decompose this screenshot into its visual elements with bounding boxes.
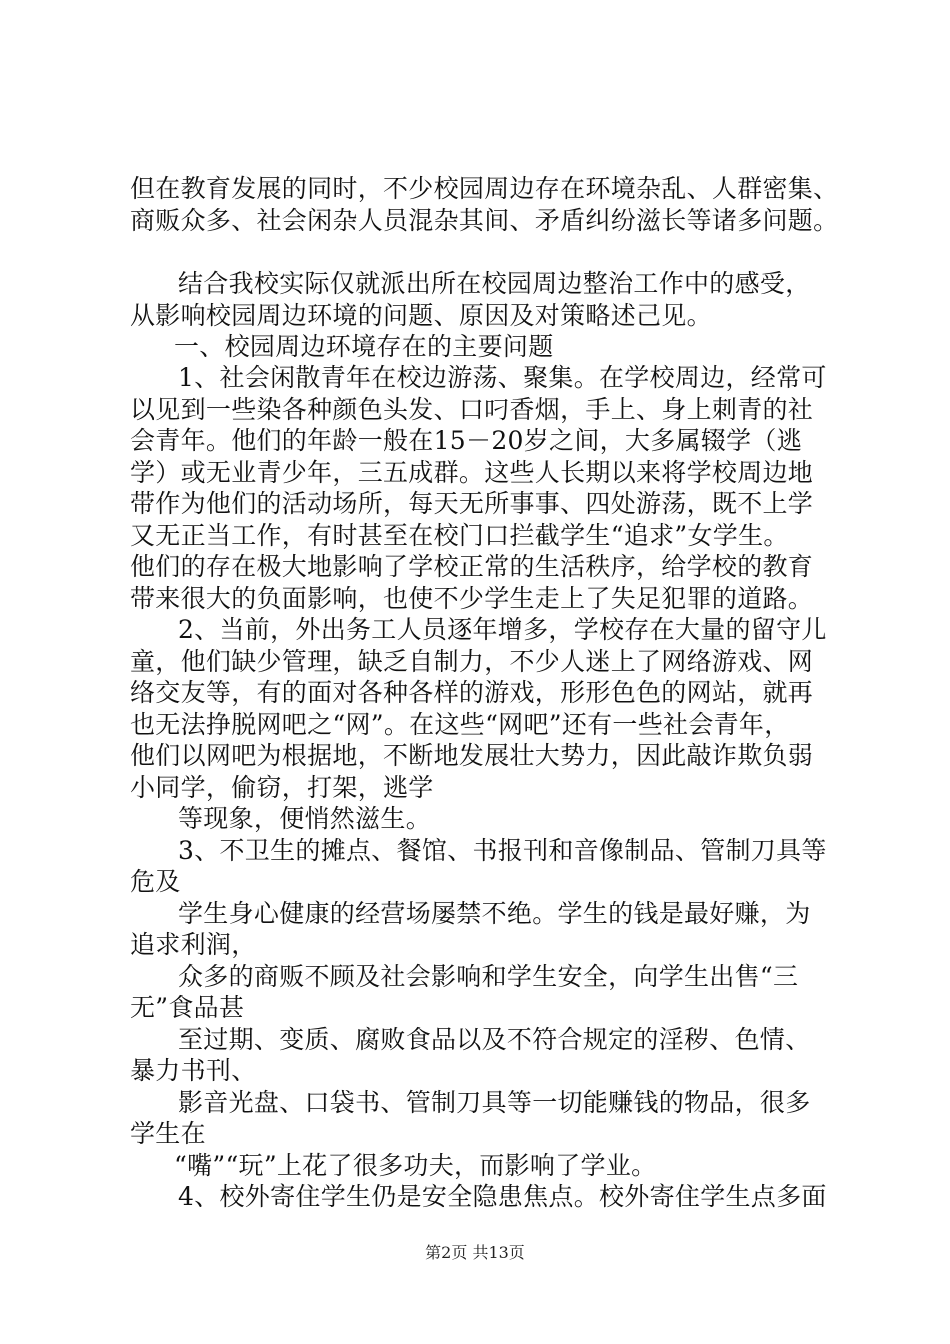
paragraph-start: 3、不卫生的摊点、餐馆、书报刊和音像制品、管制刀具等 (178, 836, 827, 865)
text-line: 暴力书刊、 (130, 1056, 257, 1085)
text-line: 从影响校园周边环境的问题、原因及对策略述己见。 (130, 301, 712, 330)
text-line: “嘴”“玩”上花了很多功夫，而影响了学业。 (174, 1151, 657, 1180)
text-line: 带来很大的负面影响，也使不少学生走上了失足犯罪的道路。 (130, 584, 814, 613)
text-line: 商贩众多、社会闲杂人员混杂其间、矛盾纠纷滋长等诸多问题。 (130, 206, 839, 235)
text-line: 影音光盘、口袋书、管制刀具等一切能赚钱的物品，很多 (178, 1088, 811, 1117)
page-number-footer: 第2页 共13页 (425, 1243, 525, 1262)
text-line: 络交友等，有的面对各种各样的游戏，形形色色的网站，就再 (130, 678, 814, 707)
text-line: 学）或无业青少年，三五成群。这些人长期以来将学校周边地 (130, 458, 814, 487)
text-line: 但在教育发展的同时，不少校园周边存在环境杂乱、人群密集、 (130, 174, 839, 203)
paragraph-start: 2、当前，外出务工人员逐年增多，学校存在大量的留守儿 (178, 615, 827, 644)
paragraph-start: 4、校外寄住学生仍是安全隐患焦点。校外寄住学生点多面 (178, 1182, 827, 1211)
text-line: 他们以网吧为根据地，不断地发展壮大势力，因此敲诈欺负弱 (130, 741, 814, 770)
text-line: 至过期、变质、腐败食品以及不符合规定的淫秽、色情、 (178, 1025, 811, 1054)
text-line: 童，他们缺少管理，缺乏自制力，不少人迷上了网络游戏、网 (130, 647, 814, 676)
text-line: 他们的存在极大地影响了学校正常的生活秩序，给学校的教育 (130, 552, 814, 581)
text-line: 也无法挣脱网吧之“网”。在这些“网吧”还有一些社会青年， (130, 710, 790, 739)
paragraph-start: 1、社会闲散青年在校边游荡、聚集。在学校周边，经常可 (178, 363, 827, 392)
text-line: 危及 (130, 867, 181, 896)
paragraph-start: 结合我校实际仅就派出所在校园周边整治工作中的感受， (178, 269, 811, 298)
text-line: 以见到一些染各种颜色头发、口叼香烟，手上、身上刺青的社 (130, 395, 814, 424)
text-line: 学生在 (130, 1119, 206, 1148)
text-line: 等现象，便悄然滋生。 (178, 804, 432, 833)
text-line: 又无正当工作，有时甚至在校门口拦截学生“追求”女学生。 (130, 521, 789, 550)
text-line: 小同学，偷窃，打架，逃学 (130, 773, 434, 802)
text-line: 众多的商贩不顾及社会影响和学生安全，向学生出售“三 (178, 962, 799, 991)
text-line: 追求利润， (130, 930, 257, 959)
section-heading: 一、校园周边环境存在的主要问题 (174, 332, 554, 361)
text-line: 带作为他们的活动场所，每天无所事事、四处游荡，既不上学 (130, 489, 814, 518)
text-line: 会青年。他们的年龄一般在15－20岁之间，大多属辍学（逃 (130, 426, 803, 455)
text-line: 学生身心健康的经营场屡禁不绝。学生的钱是最好赚，为 (178, 899, 811, 928)
text-line: 无”食品甚 (130, 993, 245, 1022)
